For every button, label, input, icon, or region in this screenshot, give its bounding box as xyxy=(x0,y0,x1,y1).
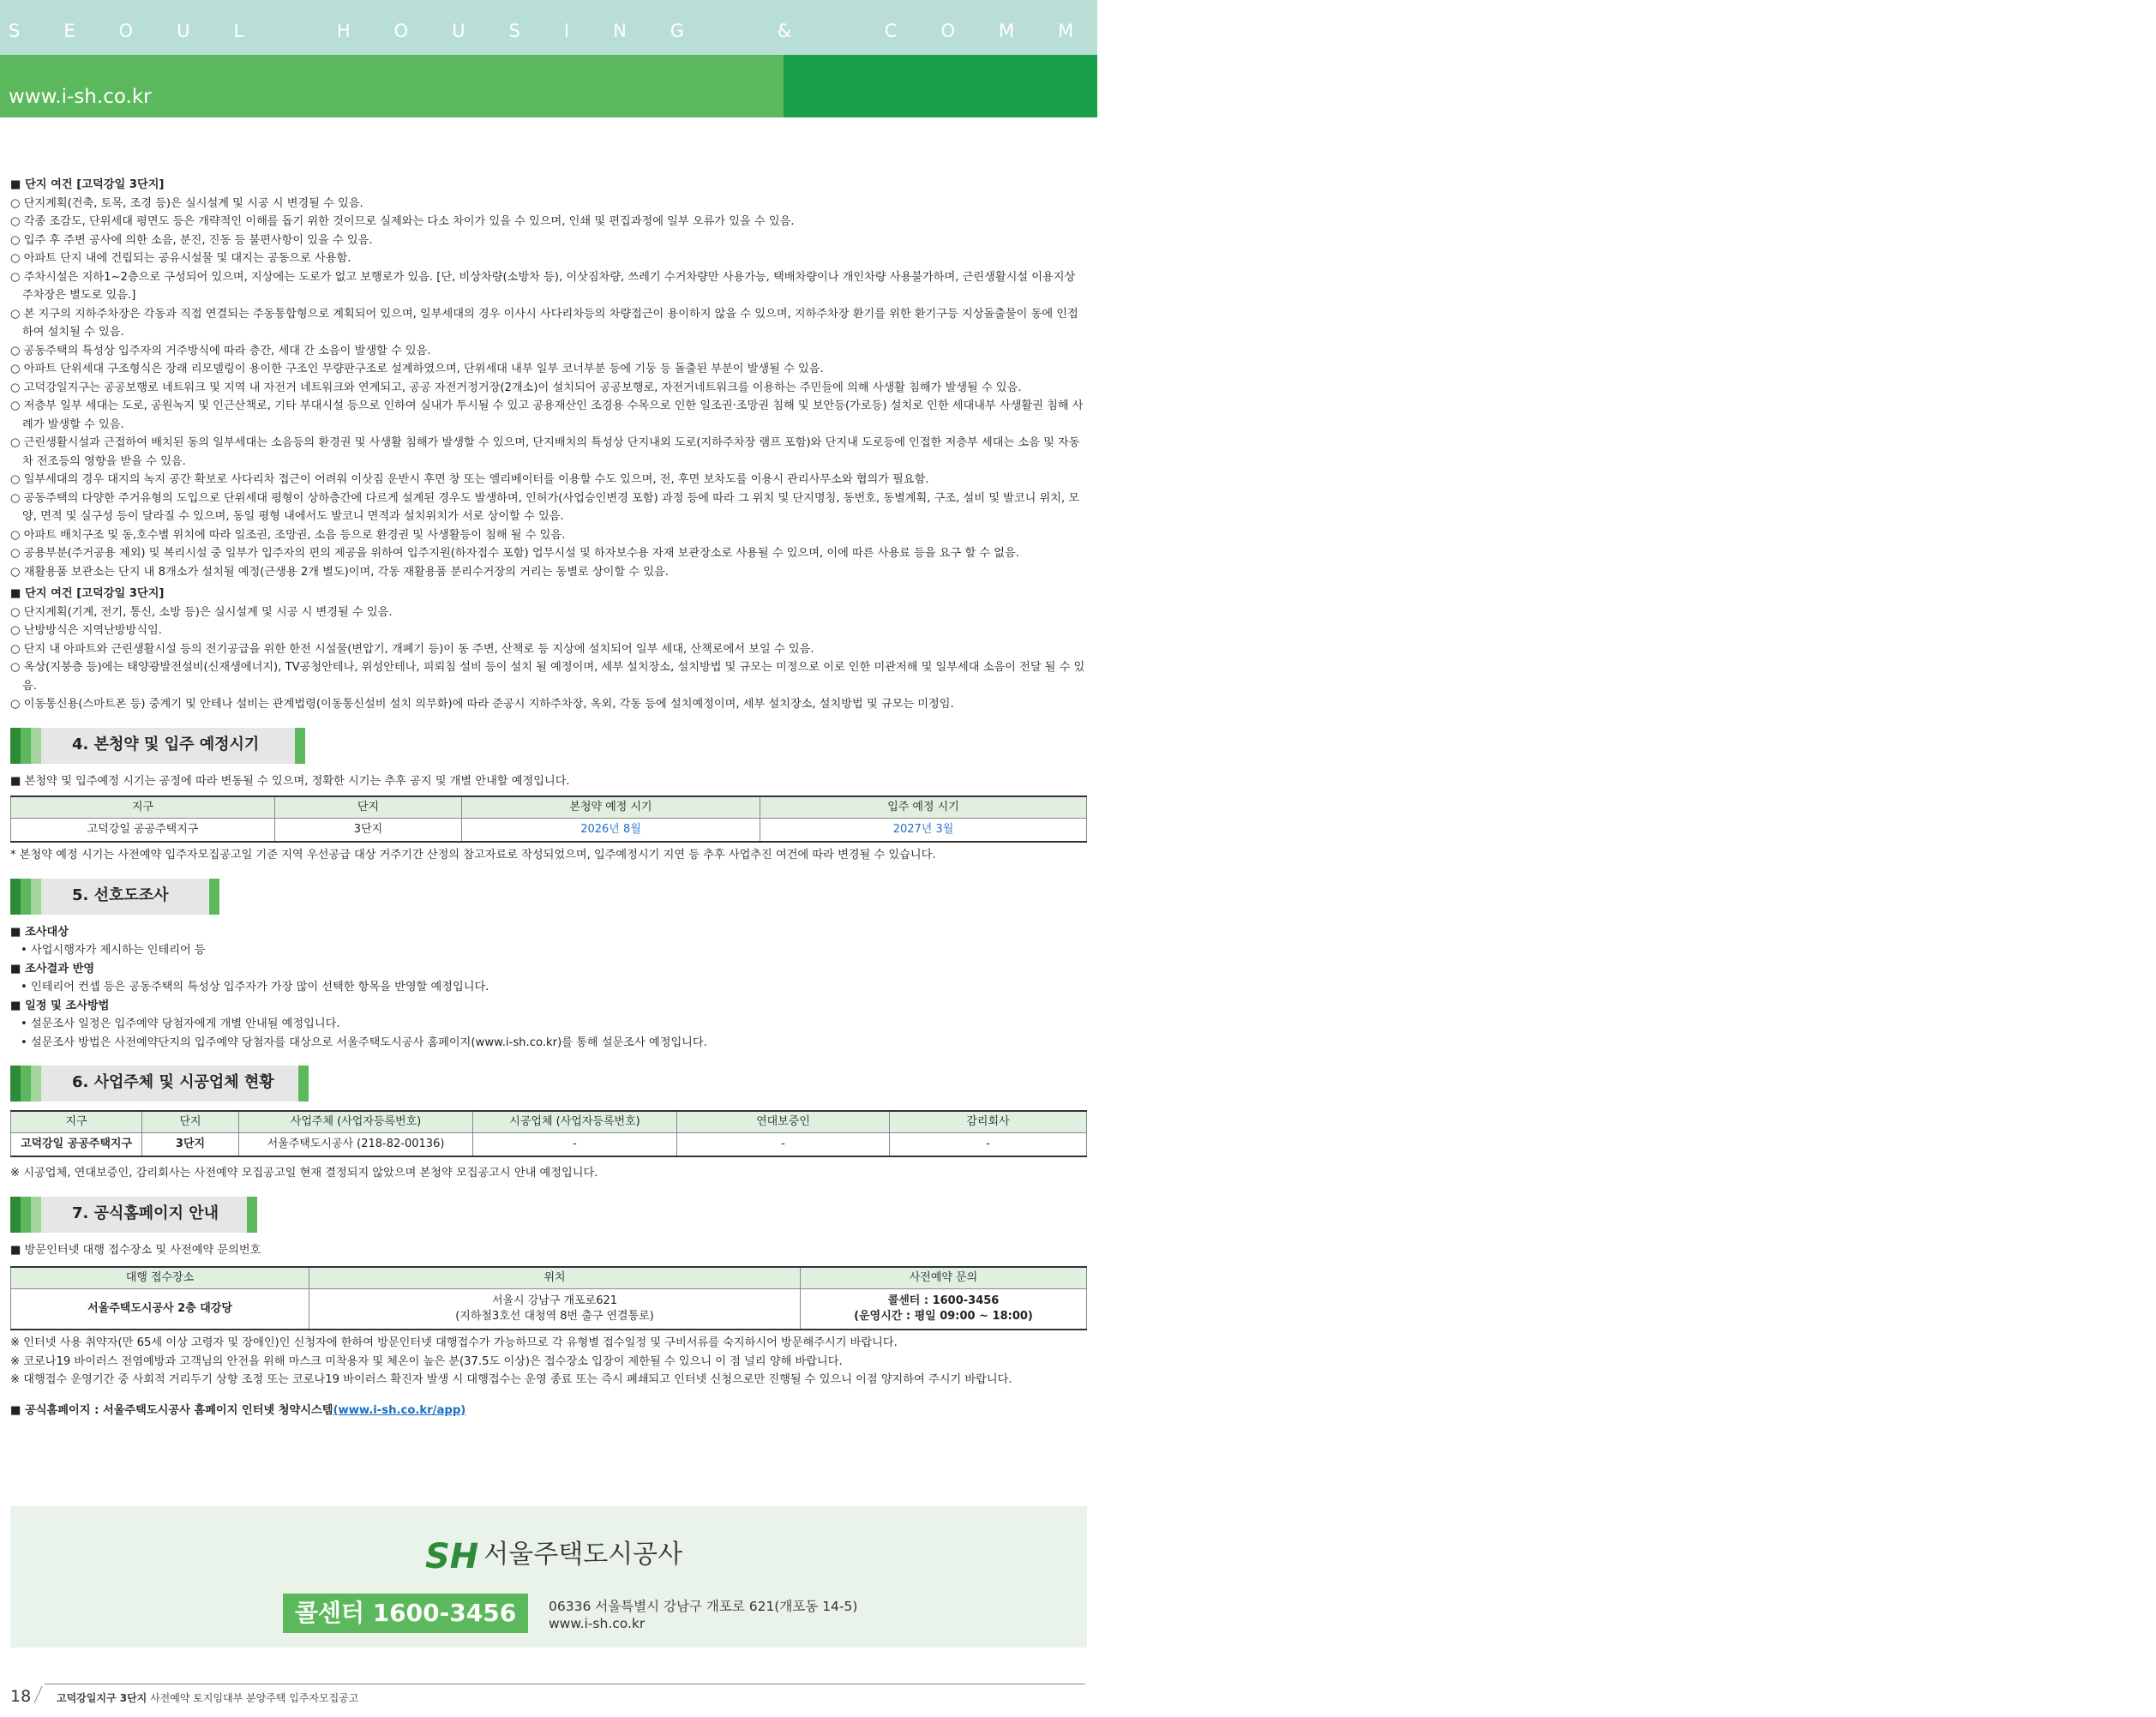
corp-name: SEOUL HOUSING & COMMUNITIES CORPORATION xyxy=(9,21,2156,41)
document-body xyxy=(10,176,1087,1420)
sec6-th: 시공업체 (사업자등록번호) xyxy=(473,1111,677,1133)
sec5-group-heading: ■ 조사대상 xyxy=(10,923,1087,942)
sec5-group-heading: ■ 일정 및 조사방법 xyxy=(10,997,1087,1016)
sec4-intro: ■ 본청약 및 입주예정 시기는 공정에 따라 변동될 수 있으며, 정확한 시기는 추후 공지 및 개별 안내할 예정입니다. xyxy=(10,772,1087,791)
sec4-th: 본청약 예정 시기 xyxy=(462,796,760,819)
block2-heading: ■ 단지 여건 [고덕강일 3단지] xyxy=(10,585,1087,603)
sec6-td: 3단지 xyxy=(142,1133,239,1157)
sec5-group-heading: ■ 조사결과 반영 xyxy=(10,960,1087,979)
sec5-item: • 설문조사 방법은 사전예약단지의 입주예약 당첨자를 대상으로 서울주택도시공사 홈페이지(www.i-sh.co.kr)를 통해 설문조사 예정입니다. xyxy=(10,1034,1087,1053)
block2-item: ○ 난방방식은 지역난방방식임. xyxy=(10,621,1087,640)
block1-item: ○ 공동주택의 다양한 주거유형의 도입으로 단위세대 평형이 상하층간에 다르게 설계된 경우도 발생하며, 인허가(사업승인변경 포함) 과정 등에 따라 그 위치 및 단지명칭, 동번호, 동별계획, 구조, 설비 및 발코니 위치, 모양, 면적 및 실구성 등이 달라질 수 있으며, 동일 평형 내에서도 발코니 면적과 설치위치가 서로 상이할 수 있음. xyxy=(10,489,1087,526)
homepage-label: 공식홈페이지 : 서울주택도시공사 홈페이지 인터넷 청약시스템 xyxy=(25,1403,333,1417)
section-4-title: 4. 본청약 및 입주 예정시기 xyxy=(72,735,260,753)
header-url: www.i-sh.co.kr xyxy=(9,86,152,108)
footer-slash xyxy=(33,1686,42,1703)
sec7-note: ※ 대행접수 운영기간 중 사회적 거리두기 상향 조정 또는 코로나19 바이러스 확진자 발생 시 대행접수는 운영 종료 또는 즉시 폐쇄되고 인터넷 신청으로만 진행될 수 있으니 이점 양지하여 주시기 바랍니다. xyxy=(10,1373,1012,1386)
sec5-list xyxy=(10,923,1087,1053)
callcenter-badge: 콜센터 1600-3456 xyxy=(283,1594,528,1633)
block1-item: ○ 공동주택의 특성상 입주자의 거주방식에 따라 층간, 세대 간 소음이 발생할 수 있음. xyxy=(10,342,1087,361)
sec6-td: 서울주택도시공사 (218-82-00136) xyxy=(239,1133,473,1157)
sec5-item: • 인테리어 컨셉 등은 공동주택의 특성상 입주자가 가장 많이 선택한 항목을 반영할 예정입니다. xyxy=(10,978,1087,997)
sec7-loc2: (지하철3호선 대청역 8번 출구 연결통로) xyxy=(455,1310,654,1323)
sec4-th: 지구 xyxy=(11,796,275,819)
sec4-note: * 본청약 예정 시기는 사전예약 입주자모집공고일 기준 지역 우선공급 대상 거주기간 산정의 참고자료로 작성되었으며, 입주예정시기 지연 등 추후 사업추진 여건에 따라 변경될 수 있습니다. xyxy=(10,849,936,862)
sec6-note: ※ 시공업체, 연대보증인, 감리회사는 사전예약 모집공고일 현재 결정되지 않았으며 본청약 모집공고시 안내 예정입니다. xyxy=(10,1167,598,1180)
sec6-td: - xyxy=(890,1133,1087,1157)
doc-title xyxy=(57,1690,358,1705)
block1-item: ○ 아파트 배치구조 및 동,호수별 위치에 따라 일조권, 조망권, 소음 등으로 환경권 및 사생활등이 침해 될 수 있음. xyxy=(10,526,1087,545)
block1-item: ○ 아파트 단지 내에 건립되는 공유시설물 및 대지는 공동으로 사용함. xyxy=(10,249,1087,268)
sec6-td: - xyxy=(677,1133,890,1157)
section-6-title: 6. 사업주체 및 시공업체 현황 xyxy=(72,1073,274,1091)
block2-item: ○ 옥상(지붕층 등)에는 태양광발전설비(신재생에너지), TV공청안테나, 위성안테나, 피뢰침 설비 등이 설치 될 예정이며, 세부 설치장소, 설치방법 및 규모는 미정으로 이로 인한 미관저해 및 일부세대 소음이 전달 될 수 있음. xyxy=(10,658,1087,695)
block1-item: ○ 근린생활시설과 근접하여 배치된 동의 일부세대는 소음등의 환경권 및 사생활 침해가 발생할 수 있으며, 단지배치의 특성상 단지내외 도로(지하주차장 램프 포함)와 단지내 도로등에 인접한 저층부 세대는 소음 및 자동차 전조등의 영향을 받을 수 있음. xyxy=(10,434,1087,471)
sh-logo xyxy=(425,1537,682,1576)
sec6-table xyxy=(10,1110,1087,1157)
block1-list xyxy=(10,195,1087,582)
sh-logo-mark: SH xyxy=(425,1537,479,1576)
section-5-header xyxy=(10,879,1087,915)
block1-item: ○ 주차시설은 지하1~2층으로 구성되어 있으며, 지상에는 도로가 없고 보행로가 있음. [단, 비상차량(소방차 등), 이삿짐차량, 쓰레기 수거차량만 사용가능, 택배차량이나 개인차량 사용불가하며, 근린생활시설 이용지상 주차장은 별도로 있음.] xyxy=(10,268,1087,305)
block1-item: ○ 고덕강일지구는 공공보행로 네트워크 및 지역 내 자전거 네트워크와 연계되고, 공공 자전거정거장(2개소)이 설치되어 공공보행로, 자전거네트워크를 이용하는 주민들에 의해 사생활 침해가 발생될 수 있음. xyxy=(10,379,1087,398)
block2-item: ○ 단지계획(기계, 전기, 통신, 소방 등)은 실시설계 및 시공 시 변경될 수 있음. xyxy=(10,603,1087,622)
block1-item: ○ 각종 조감도, 단위세대 평면도 등은 개략적인 이해를 돕기 위한 것이므로 실제와는 다소 차이가 있을 수 있으며, 인쇄 및 편집과정에 일부 오류가 있을 수 있음. xyxy=(10,213,1087,231)
homepage-line xyxy=(10,1402,1087,1420)
sec6-th: 사업주체 (사업자등록번호) xyxy=(239,1111,473,1133)
sec7-place: 서울주택도시공사 2층 대강당 xyxy=(11,1289,309,1330)
block1-item: ○ 입주 후 주변 공사에 의한 소음, 분진, 진동 등 불편사항이 있을 수 있음. xyxy=(10,231,1087,250)
footer-address: 06336 서울특별시 강남구 개포로 621(개포동 14-5) xyxy=(549,1599,858,1614)
block1-item: ○ 저층부 일부 세대는 도로, 공원녹지 및 인근산책로, 기타 부대시설 등으로 인하여 실내가 투시될 수 있고 공용재산인 조경용 수목으로 인한 일조권·조망권 침해 및 보안등(가로등) 설치로 인한 세대내부 사생활권 침해 사례가 발생할 수 있음. xyxy=(10,397,1087,434)
sec7-th: 대행 접수장소 xyxy=(11,1267,309,1289)
sec4-td: 3단지 xyxy=(275,819,462,843)
sec7-table xyxy=(10,1266,1087,1330)
sec7-inq2: (운영시간 : 평일 09:00 ~ 18:00) xyxy=(854,1310,1033,1323)
sec6-td: 고덕강일 공공주택지구 xyxy=(11,1133,142,1157)
section-4-header xyxy=(10,728,1087,764)
block1-item: ○ 본 지구의 지하주차장은 각동과 직접 연결되는 주동통합형으로 계획되어 있으며, 일부세대의 경우 이사시 사다리차등의 차량접근이 용이하지 않을 수 있으며, 지하주차장 환기를 위한 환기구등 지상돌출물이 동에 인접하여 설치될 수 있음. xyxy=(10,305,1087,342)
sec7-note: ※ 인터넷 사용 취약자(만 65세 이상 고령자 및 장애인)인 신청자에 한하여 방문인터넷 대행접수가 가능하므로 각 유형별 접수일정 및 구비서류를 숙지하시어 방문해주시기 바랍니다. xyxy=(10,1336,898,1349)
footer-address-block xyxy=(549,1598,857,1632)
block1-heading: ■ 단지 여건 [고덕강일 3단지] xyxy=(10,176,1087,195)
sec7-intro: ■ 방문인터넷 대행 접수장소 및 사전예약 문의번호 xyxy=(10,1241,1087,1260)
block1-item: ○ 일부세대의 경우 대지의 녹지 공간 확보로 사다리차 접근이 어려워 이삿짐 운반시 후면 창 또는 엘리베이터를 이용할 수도 있으며, 전, 후면 보차도를 이용시 관리사무소와 협의가 필요함. xyxy=(10,471,1087,489)
sec6-td: - xyxy=(473,1133,677,1157)
sec7-loc1: 서울시 강남구 개포로621 xyxy=(491,1294,618,1307)
sec4-td: 2027년 3월 xyxy=(760,819,1087,843)
sec4-td: 2026년 8월 xyxy=(462,819,760,843)
sec7-inq1: 콜센터 : 1600-3456 xyxy=(887,1294,1000,1307)
block1-item: ○ 재활용품 보관소는 단지 내 8개소가 설치될 예정(근생용 2개 별도)이며, 각동 재활용품 분리수거장의 거리는 동별로 상이할 수 있음. xyxy=(10,563,1087,582)
doc-title-bold: 고덕강일지구 3단지 xyxy=(57,1692,147,1704)
sec4-table xyxy=(10,795,1087,843)
doc-title-rest: 사전예약 토지임대부 분양주택 입주자모집공고 xyxy=(147,1692,359,1704)
block2-item: ○ 단지 내 아파트와 근린생활시설 등의 전기공급을 위한 한전 시설물(변압기, 개폐기 등)이 동 주변, 산책로 등 지상에 설치되어 일부 세대, 산책로에서 보일 수 있음. xyxy=(10,640,1087,659)
header-dark-green-bar xyxy=(784,55,1097,117)
sec7-notes xyxy=(10,1334,1087,1390)
block2-item: ○ 이동통신용(스마트폰 등) 중계기 및 안테나 설비는 관계법령(이동통신설비 설치 의무화)에 따라 준공시 지하주차장, 옥외, 각동 등에 설치예정이며, 세부 설치장소, 설치방법 및 규모는 미정임. xyxy=(10,695,1087,714)
section-6-header xyxy=(10,1066,1087,1102)
sec6-th: 지구 xyxy=(11,1111,142,1133)
page-number: 18 xyxy=(10,1687,32,1706)
footer-url[interactable]: www.i-sh.co.kr xyxy=(549,1616,646,1631)
sec5-item: • 설문조사 일정은 입주예약 당첨자에게 개별 안내될 예정입니다. xyxy=(10,1015,1087,1034)
sec4-th: 단지 xyxy=(275,796,462,819)
block2-list xyxy=(10,603,1087,714)
sec4-td: 고덕강일 공공주택지구 xyxy=(11,819,275,843)
sec5-item: • 사업시행자가 제시하는 인테리어 등 xyxy=(10,941,1087,960)
sec4-th: 입주 예정 시기 xyxy=(760,796,1087,819)
header-top-band xyxy=(0,0,2156,55)
sec6-th: 연대보증인 xyxy=(677,1111,890,1133)
sec7-th: 위치 xyxy=(309,1267,801,1289)
block1-item: ○ 아파트 단위세대 구조형식은 장래 리모델링이 용이한 구조인 무량판구조로 설계하였으며, 단위세대 내부 일부 코너부분 등에 기둥 등 돌출된 부분이 발생될 수 있음. xyxy=(10,360,1087,379)
homepage-link[interactable]: (www.i-sh.co.kr/app) xyxy=(333,1403,466,1417)
section-7-header xyxy=(10,1197,1087,1233)
sec6-th: 감리회사 xyxy=(890,1111,1087,1133)
sec7-th: 사전예약 문의 xyxy=(801,1267,1087,1289)
sec6-th: 단지 xyxy=(142,1111,239,1133)
block1-item: ○ 단지계획(건축, 토목, 조경 등)은 실시설계 및 시공 시 변경될 수 있음. xyxy=(10,195,1087,213)
block1-item: ○ 공용부분(주거공용 제외) 및 복리시설 중 일부가 입주자의 편의 제공을 위하여 입주지원(하자접수 포함) 업무시설 및 하자보수용 자재 보관장소로 사용될 수 있으며, 이에 따른 사용료 등을 요구 할 수 없음. xyxy=(10,544,1087,563)
sh-logo-name: 서울주택도시공사 xyxy=(483,1540,683,1570)
section-5-title: 5. 선호도조사 xyxy=(72,886,169,904)
sec7-note: ※ 코로나19 바이러스 전염예방과 고객님의 안전을 위해 마스크 미착용자 및 체온이 높은 분(37.5도 이상)은 접수장소 입장이 제한될 수 있으니 이 점 널리 양해 바랍니다. xyxy=(10,1354,843,1368)
section-7-title: 7. 공식홈페이지 안내 xyxy=(72,1204,219,1222)
